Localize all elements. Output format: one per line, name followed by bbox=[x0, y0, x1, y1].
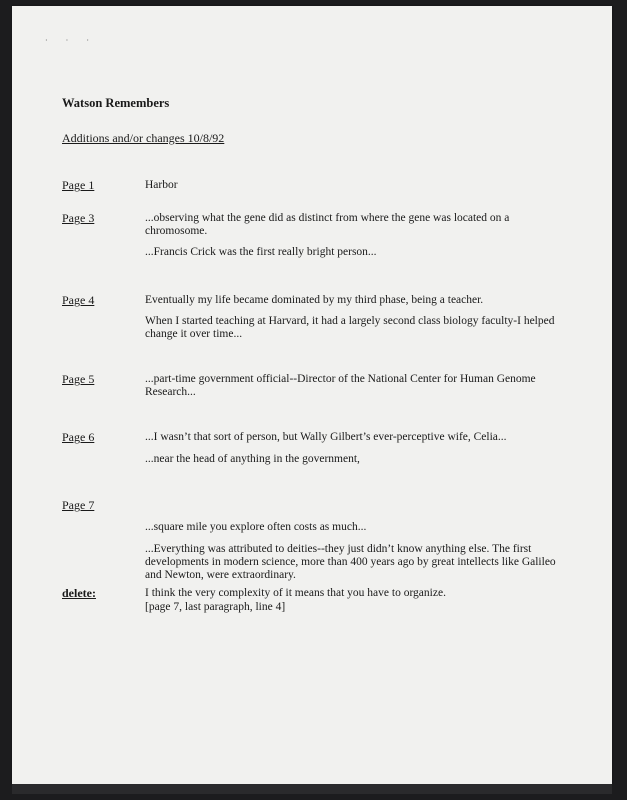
section-text: ...I wasn’t that sort of person, but Wally Gilbert’s ever-perceptive wife, Celia... bbox=[145, 431, 507, 443]
scan-specks: · · · bbox=[45, 36, 97, 45]
section-label-delete: delete: bbox=[62, 586, 96, 600]
section-text: ...observing what the gene did as distinct from where the gene was located on a chromosome. bbox=[145, 212, 510, 237]
section-text: ...part-time government official--Director of the National Center for Human Genome Research... bbox=[145, 373, 536, 398]
section-text: Eventually my life became dominated by my third phase, being a teacher. bbox=[145, 294, 484, 306]
section-text: ...near the head of anything in the government, bbox=[145, 453, 360, 465]
document-page bbox=[12, 6, 612, 784]
delete-label-text: delete bbox=[62, 586, 92, 600]
section-label-page-6: Page 6 bbox=[62, 430, 95, 444]
section-text: [page 7, last paragraph, line 4] bbox=[145, 601, 286, 613]
section-label-page-4: Page 4 bbox=[62, 293, 95, 307]
document-subtitle: Additions and/or changes 10/8/92 bbox=[62, 131, 225, 145]
section-label-page-3: Page 3 bbox=[62, 211, 95, 225]
section-text: When I started teaching at Harvard, it had a largely second class biology faculty-I helped change it over time... bbox=[145, 315, 555, 340]
scanner-background bbox=[12, 784, 612, 794]
section-label-page-5: Page 5 bbox=[62, 372, 95, 386]
section-label-page-1: Page 1 bbox=[62, 178, 95, 192]
section-label-page-7: Page 7 bbox=[62, 498, 95, 512]
section-text: I think the very complexity of it means that you have to organize. bbox=[145, 587, 446, 599]
section-text: Harbor bbox=[145, 179, 178, 191]
section-text: ...Francis Crick was the first really bright person... bbox=[145, 246, 377, 258]
section-text: ...Everything was attributed to deities--they just didn’t know anything else. The first developments in modern science, more than 400 years ago by great intellects like Galileo and Newton, were extraordinary. bbox=[145, 543, 556, 581]
document-title: Watson Remembers bbox=[62, 96, 170, 110]
section-text: ...square mile you explore often costs as much... bbox=[145, 521, 367, 533]
